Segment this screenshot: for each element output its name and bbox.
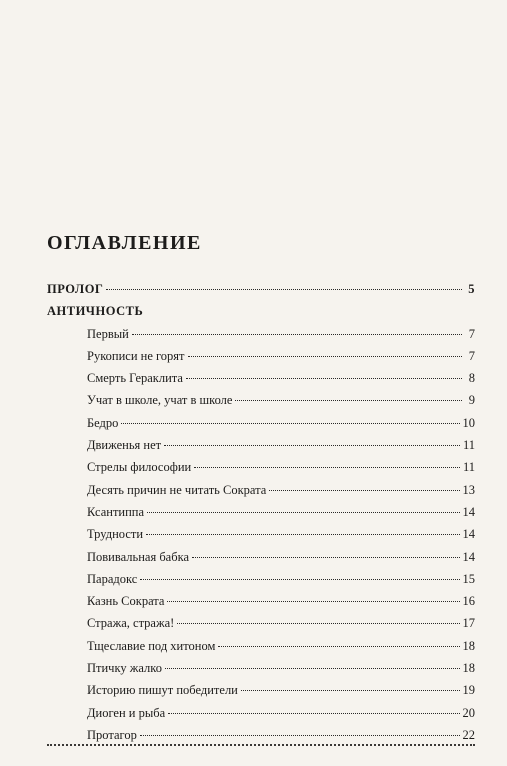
dot-leader <box>269 490 459 491</box>
toc-entry <box>47 661 475 683</box>
toc-entry <box>47 683 475 705</box>
toc-entry-title: Ксантиппа <box>87 504 145 519</box>
toc-entry-page: 16 <box>462 594 475 609</box>
dot-leader <box>194 467 460 468</box>
toc-entry-page: 8 <box>468 371 475 386</box>
dot-leader <box>167 601 459 602</box>
toc-entry-title: Казнь Сократа <box>87 594 165 609</box>
toc-entry <box>47 616 475 638</box>
dot-leader <box>121 423 459 424</box>
reverse-side-show-through <box>40 0 480 156</box>
toc-entry-page: 13 <box>462 482 475 497</box>
toc-entry-page: 11 <box>462 438 475 453</box>
toc-entry <box>47 706 475 728</box>
toc-entry-page: 14 <box>462 527 475 542</box>
dot-leader <box>106 289 462 290</box>
toc-entry-page: 5 <box>468 282 475 296</box>
dot-leader <box>140 579 459 580</box>
toc-entry <box>47 527 475 549</box>
dot-leader <box>146 534 459 535</box>
toc-entry-title: Тщеславие под хитоном <box>87 638 216 653</box>
toc-entry-title: Трудности <box>87 527 144 542</box>
dot-leader <box>177 623 459 624</box>
dot-leader <box>192 557 459 558</box>
page-title: ОГЛАВЛЕНИЕ <box>47 232 202 254</box>
toc-entry-page: 15 <box>462 571 475 586</box>
toc-entry <box>47 594 475 616</box>
dot-leader <box>164 445 460 446</box>
toc-entry-page: 11 <box>462 460 475 475</box>
toc-entry-page: 18 <box>462 661 475 676</box>
toc-entry-page: 7 <box>468 348 475 363</box>
toc-entry-page: 14 <box>462 504 475 519</box>
toc-entry-page: 10 <box>462 415 475 430</box>
toc-entry-title: Птичку жалко <box>87 661 162 676</box>
toc-entry-page: 17 <box>462 616 475 631</box>
toc-entry-page: 14 <box>462 549 475 564</box>
toc-entry-title: Повивальная бабка <box>87 549 190 564</box>
dot-leader <box>188 356 462 357</box>
toc-entry-title: Стрелы философии <box>87 460 192 475</box>
toc-entry-title: Учат в школе, учат в школе <box>87 393 233 408</box>
toc-entry <box>47 483 475 505</box>
toc-entry <box>47 572 475 594</box>
toc-entry-page: 20 <box>462 705 475 720</box>
toc-entry-page: 19 <box>462 683 475 698</box>
toc-entry-title: ПРОЛОГ <box>47 282 104 296</box>
bottom-dotted-rule <box>47 744 475 746</box>
toc-entry-title: Смерть Гераклита <box>87 371 183 386</box>
toc-entry <box>47 327 475 349</box>
toc-entry-page: 18 <box>462 638 475 653</box>
dot-leader <box>165 668 460 669</box>
toc-entry <box>47 460 475 482</box>
toc-entry-page: 9 <box>468 393 475 408</box>
toc-entry-title: Диоген и рыба <box>87 705 166 720</box>
dot-leader <box>140 735 460 736</box>
dot-leader <box>186 378 462 379</box>
toc-entry-title: Движенья нет <box>87 438 162 453</box>
dot-leader <box>168 713 459 714</box>
toc-entry-title: Первый <box>87 326 129 341</box>
toc-entry-page: 7 <box>468 326 475 341</box>
dot-leader <box>218 646 459 647</box>
dot-leader <box>241 690 460 691</box>
toc-section-entry <box>47 304 475 326</box>
toc-entry-title: Протагор <box>87 727 137 742</box>
toc-entry-title: Десять причин не читать Сократа <box>87 482 267 497</box>
toc-entry <box>47 550 475 572</box>
toc-entry <box>47 371 475 393</box>
toc-entry-title: Рукописи не горят <box>87 348 185 363</box>
dot-leader <box>147 512 459 513</box>
toc-entry-title: Парадокс <box>87 571 138 586</box>
dot-leader <box>235 400 462 401</box>
toc-section-entry <box>47 282 475 304</box>
toc-entry <box>47 505 475 527</box>
dot-leader <box>132 334 462 335</box>
toc-entry-title: Стража, стража! <box>87 616 175 631</box>
toc-entry <box>47 416 475 438</box>
toc-entry-page: 22 <box>462 727 475 742</box>
toc-entry <box>47 349 475 371</box>
toc-entry <box>47 393 475 415</box>
toc-entry-title: Историю пишут победители <box>87 683 238 698</box>
toc-entry <box>47 639 475 661</box>
toc-entry <box>47 728 475 750</box>
toc-entry-title: АНТИЧНОСТЬ <box>47 304 144 319</box>
toc-entry <box>47 438 475 460</box>
table-of-contents <box>47 282 475 750</box>
toc-entry-title: Бедро <box>87 415 119 430</box>
